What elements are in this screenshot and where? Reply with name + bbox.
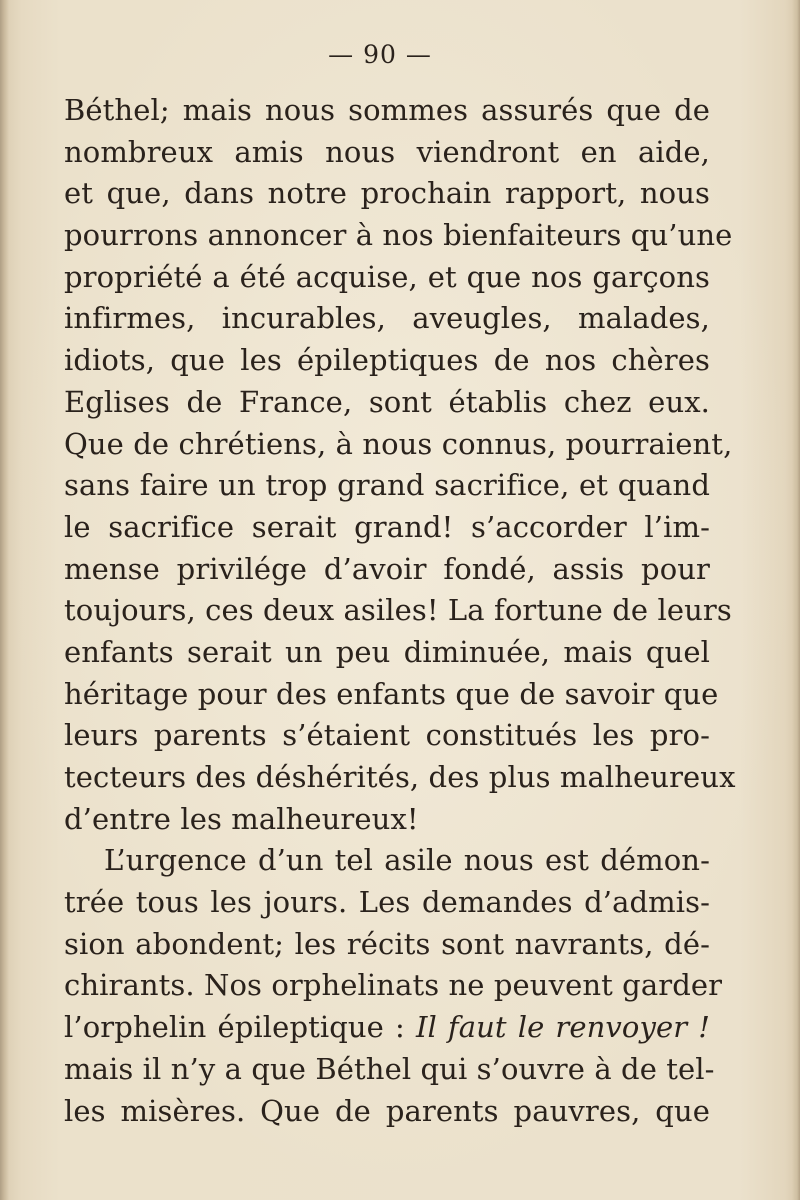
text-line-with-italic: [64, 1007, 710, 1049]
text-line: le sacrifice serait grand! s’accorder l’im-: [64, 509, 710, 544]
page-left-edge: [0, 0, 9, 1200]
text-line: héritage pour des enfants que de savoir que: [64, 676, 719, 711]
text-line: pourrons annoncer à nos bienfaiteurs qu’une: [64, 218, 733, 253]
text-line: trée tous les jours. Les demandes d’admis-: [64, 885, 710, 920]
text-line: les misères. Que de parents pauvres, que: [64, 1093, 710, 1128]
text-line: et que, dans notre prochain rapport, nous: [64, 176, 710, 211]
text-line: Béthel; mais nous sommes assurés que de: [64, 93, 710, 127]
text-line: mense privilége d’avoir fondé, assis pour: [64, 551, 710, 586]
text-line: mais il n’y a que Béthel qui s’ouvre à de tel-: [64, 1051, 715, 1086]
text-line: Que de chrétiens, à nous connus, pourraient,: [64, 426, 733, 461]
text-line: leurs parents s’étaient constitués les pro-: [64, 718, 710, 753]
text-line: toujours, ces deux asiles! La fortune de leurs: [64, 593, 732, 628]
page-right-edge: [792, 0, 800, 1200]
italic-quote: Il faut le renvoyer !: [415, 1010, 710, 1045]
text-line: nombreux amis nous viendront en aide,: [64, 134, 710, 169]
text-line: sans faire un trop grand sacrifice, et quand: [64, 468, 710, 503]
page-number: — 90 —: [328, 40, 432, 69]
text-line: infirmes, incurables, aveugles, malades,: [64, 301, 710, 336]
text-segment: l’orphelin épileptique :: [64, 1010, 405, 1045]
paragraph-end-line: d’entre les malheureux!: [64, 801, 419, 836]
text-line: idiots, que les épileptiques de nos chères: [64, 343, 710, 378]
text-line: enfants serait un peu diminuée, mais quel: [64, 634, 710, 669]
body-text: [64, 90, 736, 1132]
text-line: tecteurs des déshérités, des plus malheureux: [64, 760, 736, 794]
text-line: Eglises de France, sont établis chez eux.: [64, 384, 710, 419]
paragraph-start-line: L’urgence d’un tel asile nous est démon-: [104, 843, 710, 878]
text-line: propriété a été acquise, et que nos garçons: [64, 259, 710, 294]
text-line: sion abondent; les récits sont navrants, dé-: [64, 926, 710, 961]
text-line: chirants. Nos orphelinats ne peuvent garder: [64, 968, 723, 1003]
